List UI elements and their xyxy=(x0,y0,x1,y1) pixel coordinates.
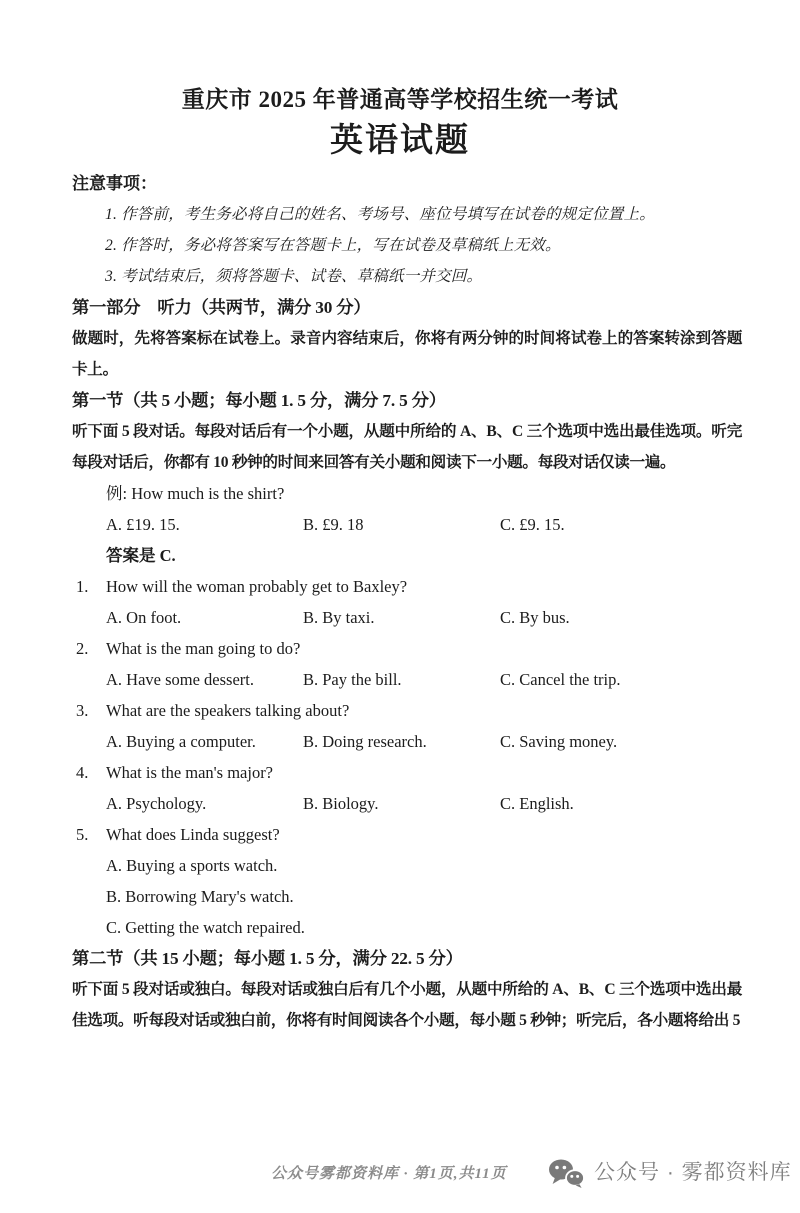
option-b: B. Doing research. xyxy=(303,732,427,751)
exam-subject-title: 英语试题 xyxy=(330,123,470,159)
question-text: What is the man going to do? xyxy=(106,639,301,658)
question-row-1 xyxy=(72,571,742,602)
question-text: What does Linda suggest? xyxy=(106,825,280,844)
option-b: B. Pay the bill. xyxy=(303,670,402,689)
notice-item-3: 3. 考试结束后，须将答题卡、试卷、草稿纸一并交回。 xyxy=(105,268,483,285)
question-number: 5. xyxy=(76,825,89,844)
option-a: A. Psychology. xyxy=(106,794,207,813)
question-row-3 xyxy=(72,695,742,726)
question-row-5 xyxy=(72,819,742,850)
exam-title: 重庆市 2025 年普通高等学校招生统一考试 xyxy=(181,87,619,112)
exam-paper-page xyxy=(0,82,800,1213)
option-c-stacked: C. Getting the watch repaired. xyxy=(106,918,305,937)
question-text: What is the man's major? xyxy=(106,763,274,782)
example-option-b: B. £9. 18 xyxy=(303,515,364,534)
question-number: 3. xyxy=(76,701,89,720)
example-answer: 答案是 C. xyxy=(106,546,176,565)
option-a: A. On foot. xyxy=(106,608,182,627)
question-number: 1. xyxy=(76,577,89,596)
option-c: C. Saving money. xyxy=(500,732,618,751)
exam-body xyxy=(72,168,742,1036)
question-row-4 xyxy=(72,757,742,788)
option-a: A. Have some dessert. xyxy=(106,670,255,689)
example-question: 例: How much is the shirt? xyxy=(106,484,285,503)
notice-heading: 注意事项： xyxy=(72,174,157,193)
notice-item-1: 1. 作答前，考生务必将自己的姓名、考场号、座位号填写在试卷的规定位置上。 xyxy=(105,206,655,223)
option-c: C. By bus. xyxy=(500,608,570,627)
wechat-icon xyxy=(548,1158,585,1188)
option-b: B. Biology. xyxy=(303,794,379,813)
section1-instructions: 听下面 5 段对话。每段对话后有一个小题，从题中所给的 A、B、C 三个选项中选出最佳选项。听完每段对话后，你都有 10 秒钟的时间来回答有关小题和阅读下一小题。每段对话仅读一遍。 xyxy=(72,423,742,471)
options-row-4 xyxy=(72,788,742,819)
option-b: B. By taxi. xyxy=(303,608,375,627)
question-row-2 xyxy=(72,633,742,664)
question-number: 4. xyxy=(76,763,89,782)
section2-instructions: 听下面 5 段对话或独白。每段对话或独白后有几个小题，从题中所给的 A、B、C 三个选项中选出最佳选项。听每段对话或独白前，你将有时间阅读各个小题，每小题 5 秒钟；听完后，各小题将给出 5 xyxy=(72,981,742,1029)
part1-heading: 第一部分 听力（共两节，满分 30 分） xyxy=(72,298,371,317)
question-text: What are the speakers talking about? xyxy=(106,701,350,720)
options-row-3 xyxy=(72,726,742,757)
options-row-1 xyxy=(72,602,742,633)
example-option-c: C. £9. 15. xyxy=(500,515,565,534)
option-c: C. English. xyxy=(500,794,574,813)
option-a-stacked: A. Buying a sports watch. xyxy=(106,856,278,875)
section2-heading: 第二节（共 15 小题；每小题 1. 5 分，满分 22. 5 分） xyxy=(72,949,463,968)
option-c: C. Cancel the trip. xyxy=(500,670,621,689)
options-row-2 xyxy=(72,664,742,695)
section1-heading: 第一节（共 5 小题；每小题 1. 5 分，满分 7. 5 分） xyxy=(72,391,446,410)
footer-account-label: 公众号 · 雾都资料库 xyxy=(594,1161,792,1184)
example-option-a: A. £19. 15. xyxy=(106,515,180,534)
footer-page-info: 公众号雾都资料库 · 第1页,共11页 xyxy=(271,1166,507,1182)
footer-account xyxy=(548,1156,792,1190)
option-a: A. Buying a computer. xyxy=(106,732,256,751)
part1-intro: 做题时，先将答案标在试卷上。录音内容结束后，你将有两分钟的时间将试卷上的答案转涂到答题卡上。 xyxy=(72,330,742,378)
example-options-row xyxy=(72,509,742,540)
question-text: How will the woman probably get to Baxley? xyxy=(106,577,408,596)
notice-item-2: 2. 作答时，务必将答案写在答题卡上，写在试卷及草稿纸上无效。 xyxy=(105,237,561,254)
question-number: 2. xyxy=(76,639,89,658)
option-b-stacked: B. Borrowing Mary's watch. xyxy=(106,887,294,906)
